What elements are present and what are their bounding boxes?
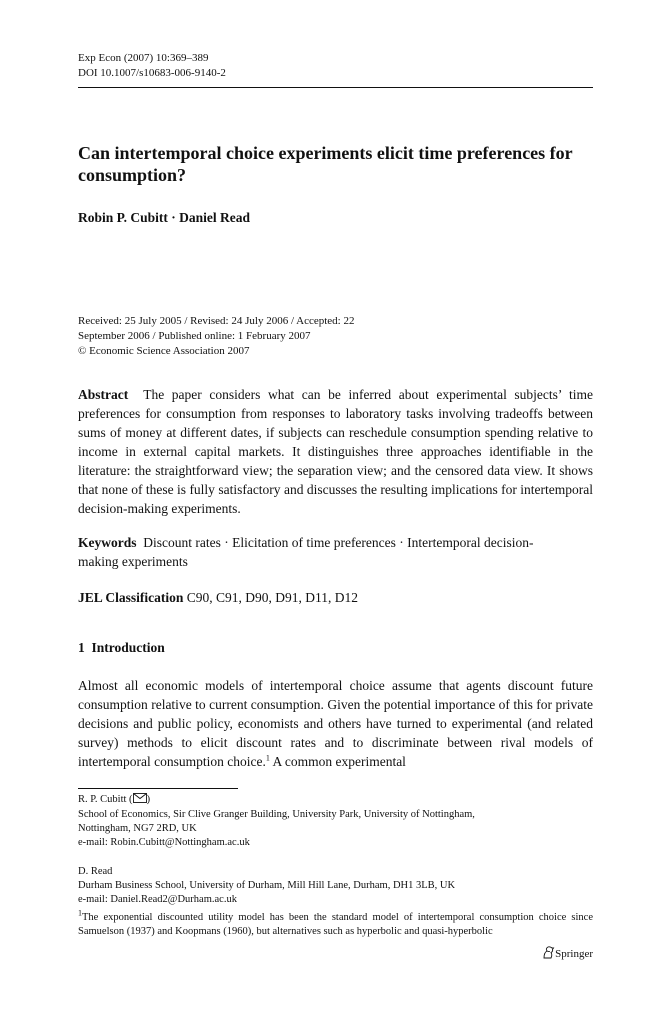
affiliation-address-2: Nottingham, NG7 2RD, UK bbox=[78, 823, 197, 834]
affiliation-read bbox=[78, 865, 593, 907]
keywords bbox=[78, 533, 548, 571]
affiliation-email: e-mail: Daniel.Read2@Durham.ac.uk bbox=[78, 894, 237, 905]
received-dates-line2: September 2006 / Published online: 1 February 2007 bbox=[78, 330, 311, 342]
abstract-label: Abstract bbox=[78, 387, 129, 402]
footnote bbox=[78, 908, 593, 939]
publisher-logo bbox=[541, 945, 593, 962]
keywords-text: Discount rates · Elicitation of time preferences · Intertemporal decision-making experiments bbox=[78, 535, 534, 569]
journal-header bbox=[78, 51, 226, 81]
affiliation-name-line bbox=[78, 793, 593, 808]
abstract bbox=[78, 385, 593, 518]
publication-dates bbox=[78, 314, 408, 359]
intro-text: Almost all economic models of intertemporal choice assume that agents discount future consumption relative to current consumption. Given the potential importance of this for private decisions and public policy, economists and others have turned to experimental (and related survey) methods to elicit discount rates and to discriminate between rival models of intertemporal consumption choice. bbox=[78, 678, 593, 769]
affiliation-name-close: ) bbox=[146, 794, 151, 805]
jel-classification bbox=[78, 588, 358, 607]
intro-text-continued: A common experimental bbox=[272, 754, 406, 769]
paper-page bbox=[78, 0, 593, 1018]
jel-codes: C90, C91, D90, D91, D11, D12 bbox=[186, 590, 359, 605]
affiliation-email: e-mail: Robin.Cubitt@Nottingham.ac.uk bbox=[78, 837, 250, 848]
footnote-rule bbox=[78, 788, 238, 789]
envelope-icon bbox=[133, 793, 147, 808]
affiliation-address-1: School of Economics, Sir Clive Granger Building, University Park, University of Nottingham, bbox=[78, 809, 475, 820]
journal-citation: Exp Econ (2007) 10:369–389 bbox=[78, 52, 209, 64]
affiliation-address: Durham Business School, University of Durham, Mill Hill Lane, Durham, DH1 3LB, UK bbox=[78, 880, 456, 891]
intro-paragraph bbox=[78, 676, 593, 771]
affiliation-name: D. Read bbox=[78, 866, 113, 877]
keywords-label: Keywords bbox=[78, 535, 137, 550]
authors: Robin P. Cubitt · Daniel Read bbox=[78, 210, 251, 225]
footnote-text: The exponential discounted utility model has been the standard model of intertemporal consumption choice since Samuelson (1937) and Koopmans (1960), but alternatives such as hyperbolic and quasi-hyperbolic bbox=[78, 912, 593, 937]
copyright: © Economic Science Association 2007 bbox=[78, 345, 250, 357]
affiliation-name: R. P. Cubitt ( bbox=[78, 794, 133, 805]
received-dates-line1: Received: 25 July 2005 / Revised: 24 July 2006 / Accepted: 22 bbox=[78, 315, 355, 327]
section-title: Introduction bbox=[91, 640, 165, 655]
jel-label: JEL Classification bbox=[78, 590, 184, 605]
section-heading bbox=[78, 640, 165, 656]
header-rule bbox=[78, 87, 593, 88]
section-number: 1 bbox=[78, 640, 85, 655]
footnote-marker: 1 bbox=[265, 753, 270, 763]
springer-horse-icon bbox=[541, 945, 555, 962]
doi: DOI 10.1007/s10683-006-9140-2 bbox=[78, 67, 226, 79]
abstract-text: The paper considers what can be inferred about experimental subjects’ time preferences for consumption from responses to laboratory tasks involving tradeoffs between sums of money at different dates, if subjects can reschedule consumption spending relative to income in external capital markets. It distinguishes three approaches identifiable in the literature: the straightforward view; the separation view; and the censored data view. It shows that none of these is fully satisfactory and discusses the resulting implications for intertemporal decision-making experiments. bbox=[78, 387, 593, 516]
publisher-name: Springer bbox=[555, 947, 593, 960]
paper-title: Can intertemporal choice experiments elicit time preferences for consumption? bbox=[78, 143, 573, 185]
affiliation-cubitt bbox=[78, 793, 593, 850]
footnote-number: 1 bbox=[78, 908, 82, 918]
